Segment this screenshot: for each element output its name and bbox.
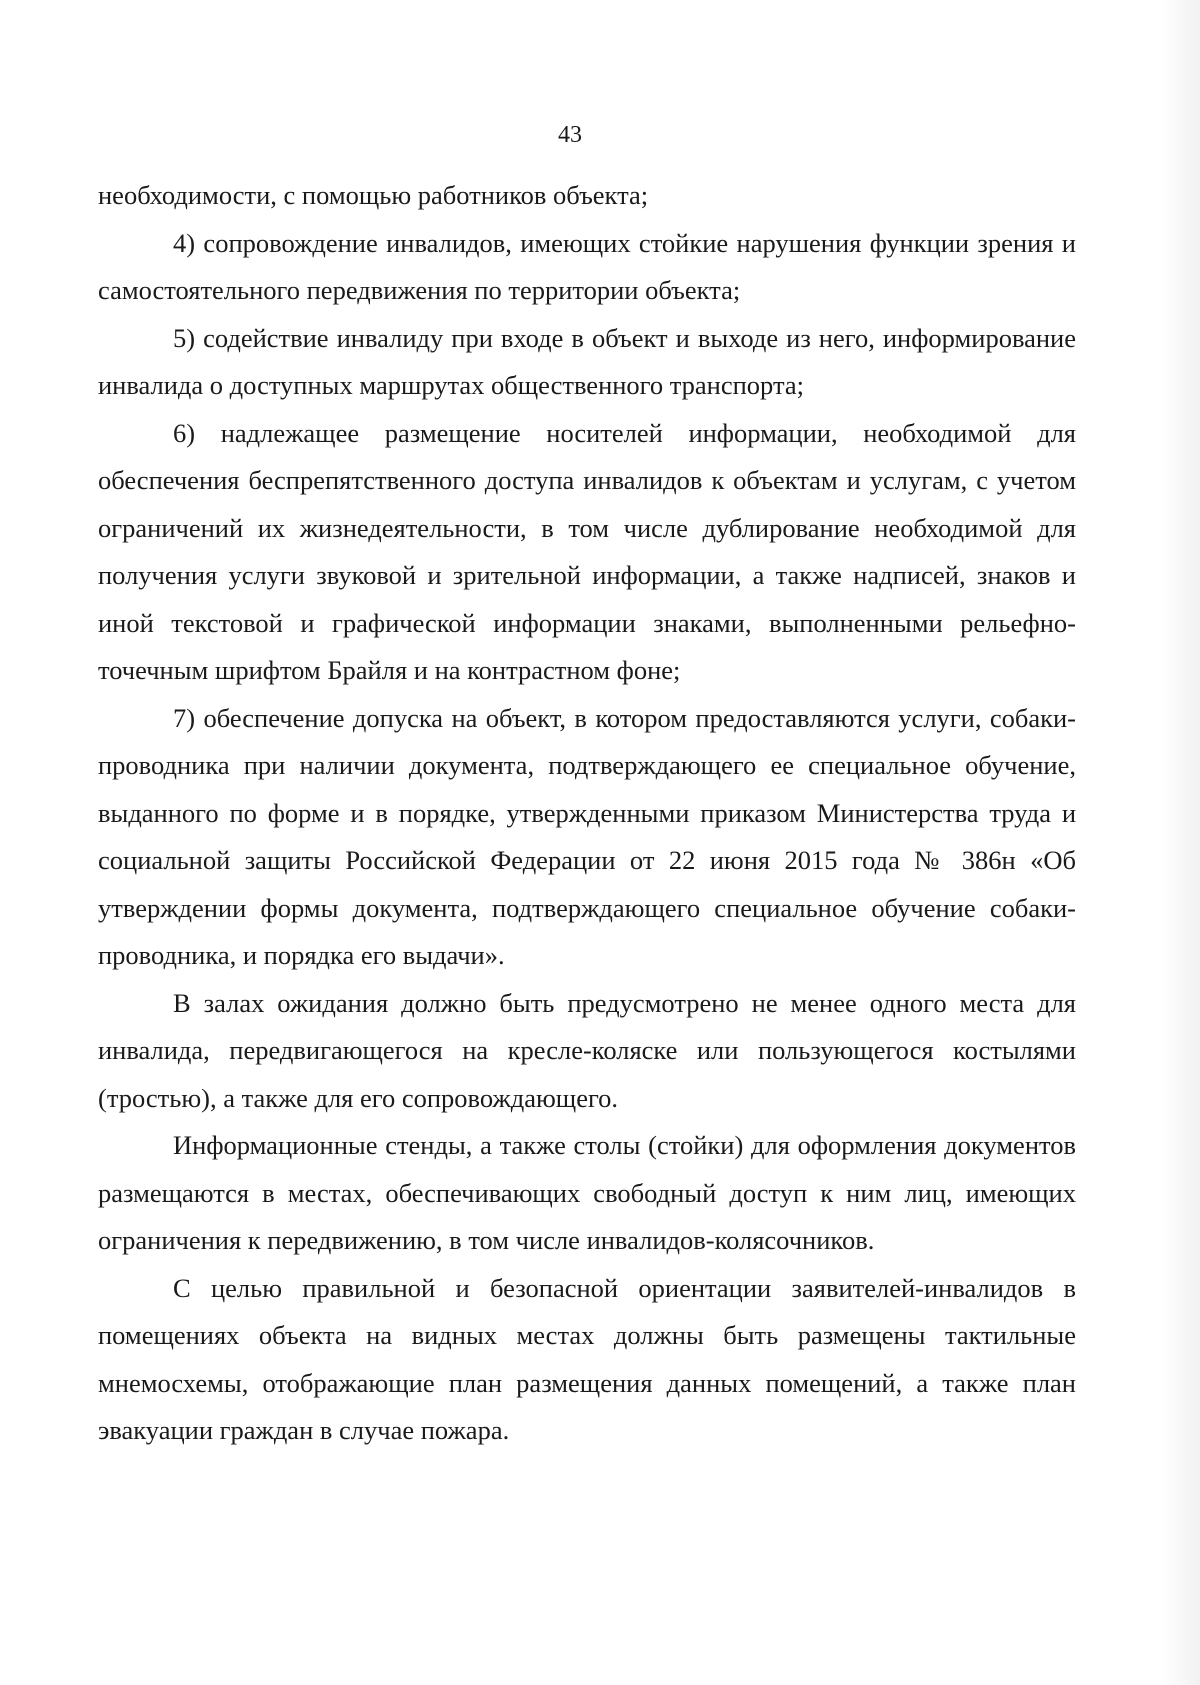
paragraph-info-stands: Информационные стенды, а также столы (стойки) для оформления документов размещаются в местах, обеспечивающих свободный доступ к ним лиц, имеющих ограничения к передвижению, в том числе инвалидов-колясочников. xyxy=(98,1130,1076,1255)
paragraph-continuation: необходимости, с помощью работников объекта; xyxy=(98,180,649,210)
paragraph-item-4: 4) сопровождение инвалидов, имеющих стойкие нарушения функции зрения и самостоятельного передвижения по территории объекта; xyxy=(98,227,1076,305)
paragraph-item-6: 6) надлежащее размещение носителей информации, необходимой для обеспечения беспрепятственного доступа инвалидов к объектам и услугам, с учетом ограничений их жизнедеятельности, в том числе дублирование необходимой для получения услуги звуковой и зрительной информации, а также надписей, знаков и иной текстовой и графической информации знаками, выполненными рельефно-точечным шрифтом Брайля и на контрастном фоне; xyxy=(98,417,1076,685)
paragraph-item-5: 5) содействие инвалиду при входе в объект и выходе из него, информирование инвалида о доступных маршрутах общественного транспорта; xyxy=(98,322,1076,400)
paragraph-item-7: 7) обеспечение допуска на объект, в котором предоставляются услуги, собаки-проводника при наличии документа, подтверждающего ее специальное обучение, выданного по форме и в порядке, утвержденными приказом Министерства труда и социальной защиты Российской Федерации от 22 июня 2015 года № 386н «Об утверждении формы документа, подтверждающего специальное обучение собаки-проводника, и порядка его выдачи». xyxy=(98,702,1076,970)
page-number: 43 xyxy=(558,122,582,148)
scan-edge-shadow xyxy=(1160,0,1200,1685)
paragraph-tactile-schemes: С целью правильной и безопасной ориентации заявителей-инвалидов в помещениях объекта на видных местах должны быть размещены тактильные мнемосхемы, отображающие план размещения данных помещений, а также план эвакуации граждан в случае пожара. xyxy=(98,1272,1076,1445)
paragraph-waiting-rooms: В залах ожидания должно быть предусмотрено не менее одного места для инвалида, передвигающегося на кресле-коляске или пользующегося костылями (тростью), а также для его сопровождающего. xyxy=(98,987,1076,1113)
document-body xyxy=(98,172,1076,1455)
